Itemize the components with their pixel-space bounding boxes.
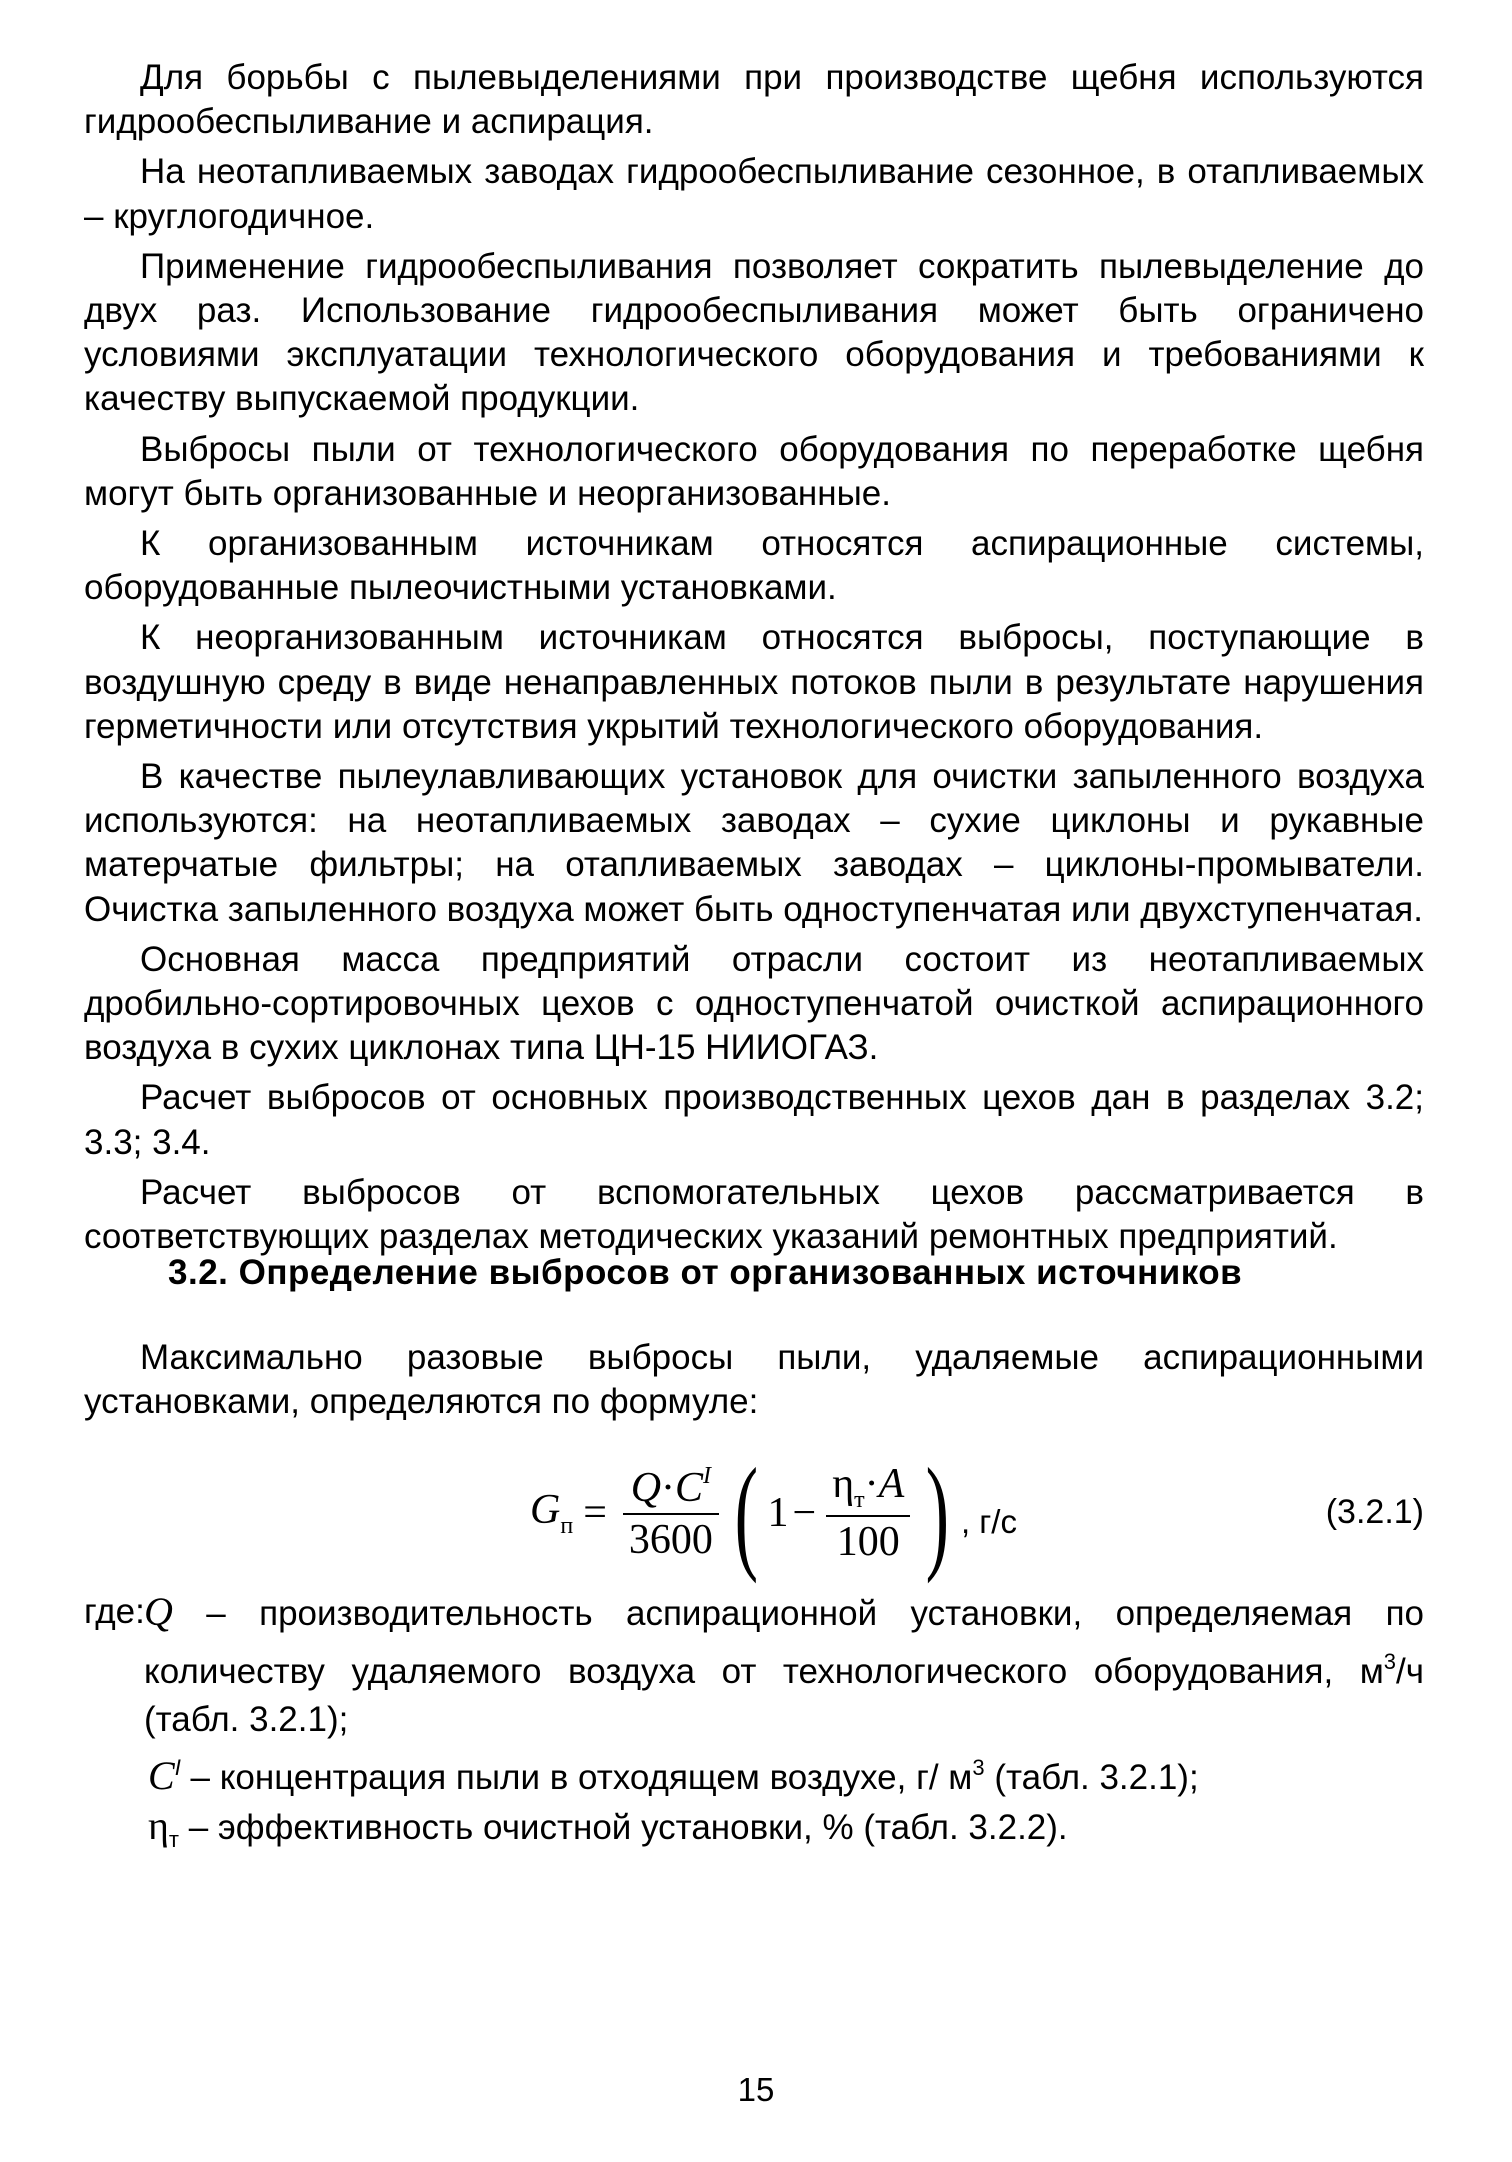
- formula-main-fraction: [623, 1463, 719, 1563]
- symbol-eta: η: [148, 1803, 169, 1848]
- formula-lhs: $G_п$: [530, 1487, 574, 1539]
- formula-unit: , г/с: [960, 1503, 1017, 1540]
- definitions: [84, 1588, 1424, 1864]
- intro-paragraph: Максимально разовые выбросы пыли, удаляемые аспирационными установками, определяются по формуле:: [84, 1338, 1424, 1422]
- where-label: где:: [84, 1592, 145, 1631]
- formula-numerator: $Q\cdot C^I$: [630, 1462, 712, 1511]
- paragraph: Расчет выбросов от вспомогательных цехов рассматривается в соответствующих разделах методических указаний ремонтных предприятий.: [84, 1172, 1424, 1257]
- paragraph: К организованным источникам относятся аспирационные системы, оборудованные пылеочистными установками.: [84, 524, 1424, 608]
- left-paren: (: [734, 1442, 758, 1584]
- page-number: 15: [737, 2071, 775, 2108]
- definition-eta: $\eta_т$ – эффективность очистной установки, % (табл. 3.2.2).: [148, 1803, 1068, 1852]
- section-heading: 3.2. Определение выбросов от организованных источников: [168, 1253, 1243, 1292]
- paragraph: На неотапливаемых заводах гидрообеспыливание сезонное, в отапливаемых – круглогодичное.: [84, 152, 1424, 236]
- symbol-q: Q: [144, 1589, 173, 1634]
- paragraph: Расчет выбросов от основных производственных цехов дан в разделах 3.2; 3.3; 3.4.: [84, 1078, 1424, 1162]
- body-text: [84, 56, 1424, 1265]
- formula-equals: =: [583, 1490, 607, 1536]
- formula-one: 1: [767, 1490, 789, 1536]
- paragraph: К неорганизованным источникам относятся выбросы, поступающие в воздушную среду в виде ненаправленных потоков пыли в результате нарушения герметичности или отсутствия укрытий технологического оборудования.: [84, 618, 1424, 746]
- paragraph: Основная масса предприятий отрасли состоит из неотапливаемых дробильно-сортировочных цехов с одноступенчатой очисткой аспирационного воздуха в сухих циклонах типа ЦН-15 НИИОГАЗ.: [84, 939, 1424, 1068]
- paragraph: Выбросы пыли от технологического оборудования по переработке щебня могут быть организованные и неорганизованные.: [84, 429, 1424, 513]
- inner-numerator: $\eta_т\cdot A$: [832, 1460, 905, 1513]
- right-paren: ): [925, 1442, 950, 1584]
- paragraph: Применение гидрообеспыливания позволяет сократить пылевыделение до двух раз. Использование гидрообеспыливания может быть ограничено условиями эксплуатации технологического оборудования и требованиями к качеству выпускаемой продукции.: [84, 246, 1424, 419]
- paragraph: В качестве пылеулавливающих установок для очистки запыленного воздуха используются: на неотапливаемых заводах – сухие циклоны и рукавные матерчатые фильтры; на отапливаемых заводах – циклоны-промыватели. Очистка запыленного воздуха может быть одноступенчатая или двухступенчатая.: [84, 757, 1424, 929]
- symbol-c: C: [148, 1753, 175, 1798]
- formula-minus: −: [792, 1490, 817, 1536]
- formula-denominator: 3600: [628, 1517, 713, 1563]
- definition-q: где: Q – производительность аспирационной установки, определяемая по количеству удаляемого воздуха от технологического оборудования, $м^3/ч$ (табл. 3.2.1);: [84, 1588, 1424, 1744]
- equation-number: (3.2.1): [1325, 1493, 1424, 1531]
- section-intro: [84, 1336, 1424, 1424]
- inner-denominator: 100: [836, 1519, 900, 1566]
- formula-3-2-1: [530, 1442, 1017, 1584]
- paragraph: Для борьбы с пылевыделениями при производстве щебня используются гидрообеспыливание и аспирация.: [84, 58, 1424, 142]
- definition-c: $C^I$ – концентрация пыли в отходящем воздухе, г/ $м^3$ (табл. 3.2.1);: [148, 1753, 1199, 1798]
- formula-inner-fraction: [826, 1461, 910, 1566]
